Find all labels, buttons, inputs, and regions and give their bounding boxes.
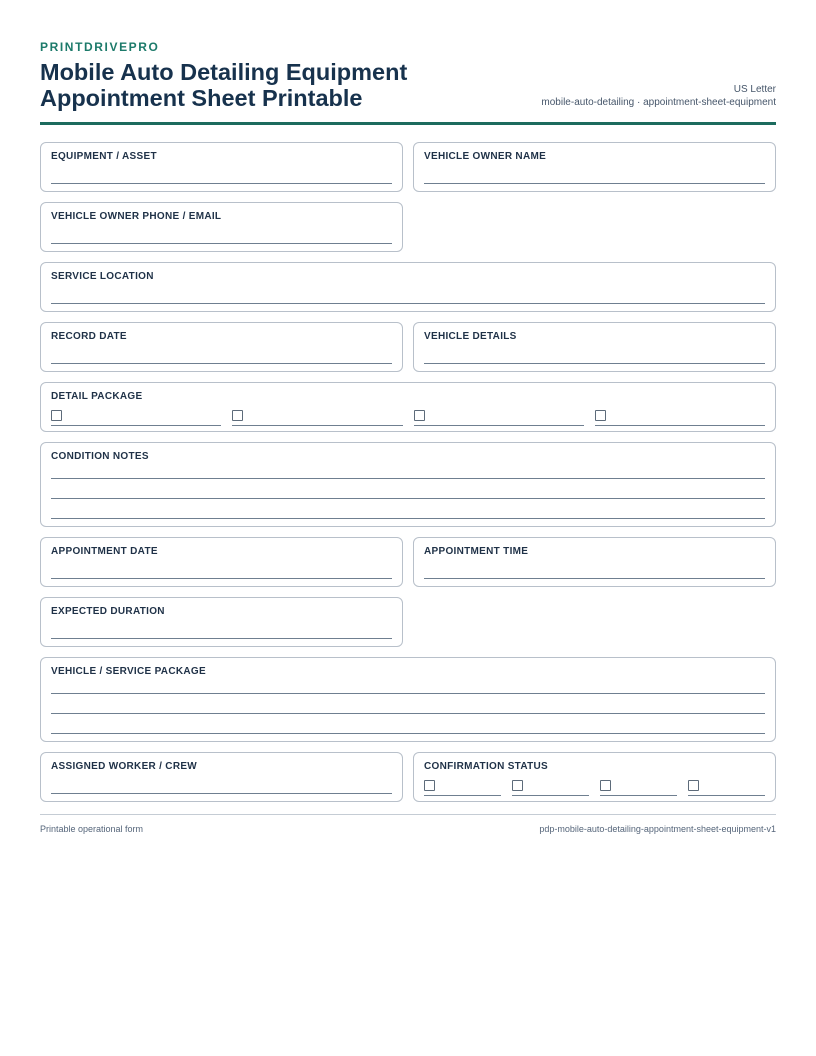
checkbox-option[interactable] (600, 779, 677, 796)
field-label: RECORD DATE (51, 331, 127, 342)
field-label: CONDITION NOTES (51, 451, 149, 462)
title-line-2: Appointment Sheet Printable (40, 85, 363, 111)
writing-line[interactable] (51, 733, 765, 734)
writing-line[interactable] (51, 793, 392, 794)
checkbox[interactable] (232, 410, 243, 421)
writing-line[interactable] (51, 303, 765, 304)
form-id: pdp-mobile-auto-detailing-appointment-sheet-equipment-v1 (539, 824, 776, 834)
writing-line[interactable] (51, 243, 392, 244)
form-row (40, 752, 776, 802)
form-row (40, 322, 776, 372)
checkbox[interactable] (51, 410, 62, 421)
checkbox-option[interactable] (51, 409, 221, 426)
field-label: VEHICLE OWNER PHONE / EMAIL (51, 211, 222, 222)
form-row (40, 597, 776, 647)
checkbox-option[interactable] (688, 779, 765, 796)
form-page (40, 40, 776, 834)
checkbox[interactable] (512, 780, 523, 791)
paper-size: US Letter (733, 84, 776, 95)
field-label: VEHICLE OWNER NAME (424, 151, 547, 162)
checkbox[interactable] (414, 410, 425, 421)
appointment-time-field[interactable] (413, 537, 776, 587)
form-row (40, 382, 776, 432)
page-meta (541, 83, 776, 109)
form-row (40, 202, 776, 252)
checkbox-group (424, 779, 765, 795)
writing-line[interactable] (424, 363, 765, 364)
field-label: SERVICE LOCATION (51, 271, 154, 282)
checkbox-option[interactable] (414, 409, 584, 426)
writing-line[interactable] (51, 498, 765, 499)
field-label: DETAIL PACKAGE (51, 391, 143, 402)
field-label: APPOINTMENT DATE (51, 546, 158, 557)
header-rule (40, 122, 776, 125)
field-label: VEHICLE / SERVICE PACKAGE (51, 666, 206, 677)
checkbox[interactable] (595, 410, 606, 421)
writing-line[interactable] (51, 183, 392, 184)
form-row (40, 537, 776, 587)
field-label: EXPECTED DURATION (51, 606, 165, 617)
vehicle-owner-contact-field[interactable] (40, 202, 403, 252)
writing-line[interactable] (424, 578, 765, 579)
record-date-field[interactable] (40, 322, 403, 372)
form-slug: mobile-auto-detailing · appointment-sheet-equipment (541, 97, 776, 108)
form-row (40, 442, 776, 527)
checkbox[interactable] (424, 780, 435, 791)
vehicle-service-package-field[interactable] (40, 657, 776, 742)
form-grid (40, 142, 776, 812)
writing-line[interactable] (51, 638, 392, 639)
confirmation-status-field (413, 752, 776, 802)
vehicle-details-field[interactable] (413, 322, 776, 372)
field-label: ASSIGNED WORKER / CREW (51, 761, 198, 772)
page-header (40, 40, 776, 112)
equipment-asset-field[interactable] (40, 142, 403, 192)
footer-note: Printable operational form (40, 824, 144, 834)
checkbox-option[interactable] (424, 779, 501, 796)
writing-line[interactable] (51, 693, 765, 694)
writing-line[interactable] (51, 713, 765, 714)
checkbox[interactable] (600, 780, 611, 791)
detail-package-field (40, 382, 776, 432)
writing-line[interactable] (51, 363, 392, 364)
appointment-date-field[interactable] (40, 537, 403, 587)
checkbox-group (51, 409, 765, 425)
vehicle-owner-name-field[interactable] (413, 142, 776, 192)
service-location-field[interactable] (40, 262, 776, 312)
writing-line[interactable] (51, 518, 765, 519)
field-label: CONFIRMATION STATUS (424, 761, 549, 772)
page-title (40, 59, 407, 111)
field-label: EQUIPMENT / ASSET (51, 151, 157, 162)
expected-duration-field[interactable] (40, 597, 403, 647)
page-footer (40, 814, 776, 834)
field-label: VEHICLE DETAILS (424, 331, 517, 342)
brand-name: PRINTDRIVEPRO (40, 40, 160, 54)
writing-line[interactable] (51, 578, 392, 579)
writing-line[interactable] (51, 478, 765, 479)
checkbox-option[interactable] (512, 779, 589, 796)
field-label: APPOINTMENT TIME (424, 546, 529, 557)
assigned-worker-field[interactable] (40, 752, 403, 802)
checkbox[interactable] (688, 780, 699, 791)
form-row (40, 142, 776, 192)
condition-notes-field[interactable] (40, 442, 776, 527)
form-row (40, 657, 776, 742)
checkbox-option[interactable] (232, 409, 402, 426)
writing-line[interactable] (424, 183, 765, 184)
form-row (40, 262, 776, 312)
checkbox-option[interactable] (595, 409, 765, 426)
title-line-1: Mobile Auto Detailing Equipment (40, 59, 408, 85)
